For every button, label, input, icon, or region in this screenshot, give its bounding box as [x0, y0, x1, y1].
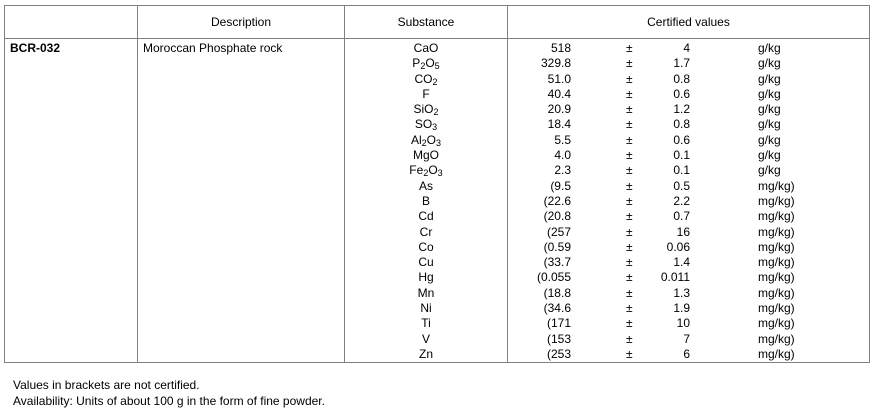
value-cell: (0.59 — [543, 239, 571, 254]
value-row-12 — [508, 225, 869, 240]
value-row-14 — [508, 255, 869, 270]
substance-17: Ni — [420, 301, 432, 316]
uncertainty-cell: 1.2 — [673, 102, 690, 117]
unit-cell: mg/kg) — [758, 331, 795, 346]
unit-cell: g/kg — [758, 71, 781, 86]
uncertainty-cell: 0.011 — [660, 270, 690, 285]
value-row-6 — [508, 133, 869, 148]
certified-values-table — [4, 5, 870, 363]
header-certified-values: Certified values — [508, 6, 870, 39]
uncertainty-cell: 0.1 — [673, 163, 690, 178]
value-cell: 51.0 — [547, 71, 571, 86]
uncertainty-cell: 0.8 — [673, 117, 690, 132]
substance-0: CaO — [413, 41, 439, 55]
substance-15: Hg — [418, 270, 434, 285]
value-cell: (9.5 — [550, 178, 571, 193]
value-cell: 329.8 — [540, 56, 571, 71]
value-row-20 — [508, 347, 869, 362]
note-availability: Availability: Units of about 100 g in the form of fine powder. — [13, 394, 325, 408]
substance-2: $CO_2$ — [414, 71, 438, 87]
unit-cell: g/kg — [758, 148, 781, 163]
header-description: Description — [138, 6, 345, 39]
pm-cell: ± — [626, 346, 633, 361]
header-substance: Substance — [345, 6, 508, 39]
pm-cell: ± — [626, 193, 633, 208]
certified-values-list — [508, 39, 870, 363]
value-row-15 — [508, 270, 869, 285]
value-row-8 — [508, 163, 869, 178]
table-row — [5, 39, 870, 363]
uncertainty-cell: 16 — [676, 224, 690, 239]
substance-14: Cu — [418, 255, 434, 270]
table-header-row — [5, 6, 870, 39]
unit-cell: g/kg — [758, 102, 781, 117]
substance-12: Cr — [419, 224, 433, 239]
value-cell: 5.5 — [554, 132, 571, 147]
pm-cell: ± — [626, 56, 633, 71]
value-cell: 20.9 — [547, 102, 571, 117]
value-cell: (22.6 — [543, 193, 571, 208]
substance-18: Ti — [421, 316, 431, 331]
unit-cell: g/kg — [758, 41, 781, 55]
uncertainty-cell: 0.1 — [673, 148, 690, 163]
value-row-18 — [508, 316, 869, 331]
value-row-1 — [508, 56, 869, 71]
value-row-11 — [508, 209, 869, 224]
substance-1: $P_2O_5$ — [412, 56, 440, 72]
value-cell: 18.4 — [547, 117, 571, 132]
pm-cell: ± — [626, 301, 633, 316]
substance-6: $Al_2O_3$ — [410, 132, 442, 148]
pm-cell: ± — [626, 239, 633, 254]
note-not-certified: Values in brackets are not certified. — [13, 378, 200, 392]
unit-cell: mg/kg) — [758, 193, 795, 208]
uncertainty-cell: 1.9 — [673, 301, 690, 316]
substance-5: $SO_3$ — [414, 117, 438, 133]
pm-cell: ± — [626, 102, 633, 117]
pm-cell: ± — [626, 71, 633, 86]
unit-cell: g/kg — [758, 117, 781, 132]
uncertainty-cell: 10 — [676, 316, 690, 331]
pm-cell: ± — [626, 132, 633, 147]
value-row-17 — [508, 301, 869, 316]
pm-cell: ± — [626, 209, 633, 224]
material-code: BCR-032 — [5, 39, 138, 363]
value-row-19 — [508, 332, 869, 347]
unit-cell: g/kg — [758, 132, 781, 147]
unit-cell: g/kg — [758, 163, 781, 178]
substance-3: F — [422, 86, 430, 101]
value-cell: (257 — [546, 224, 571, 239]
footnotes — [13, 377, 325, 409]
value-row-13 — [508, 240, 869, 255]
value-cell: 518 — [550, 41, 571, 55]
pm-cell: ± — [626, 224, 633, 239]
value-cell: (18.8 — [543, 285, 571, 300]
value-cell: (20.8 — [543, 209, 571, 224]
unit-cell: mg/kg) — [758, 255, 795, 270]
value-row-10 — [508, 194, 869, 209]
value-cell: 2.3 — [554, 163, 571, 178]
uncertainty-cell: 4 — [683, 41, 690, 55]
substance-20: Zn — [418, 346, 433, 361]
pm-cell: ± — [626, 86, 633, 101]
pm-cell: ± — [626, 117, 633, 132]
unit-cell: mg/kg) — [758, 209, 795, 224]
substance-10: B — [421, 193, 430, 208]
unit-cell: mg/kg) — [758, 316, 795, 331]
unit-cell: g/kg — [758, 86, 781, 101]
value-cell: (171 — [546, 316, 571, 331]
value-cell: 4.0 — [554, 148, 571, 163]
substance-7: MgO — [412, 148, 439, 163]
pm-cell: ± — [626, 255, 633, 270]
pm-cell: ± — [626, 163, 633, 178]
value-cell: (33.7 — [543, 255, 571, 270]
pm-cell: ± — [626, 178, 633, 193]
uncertainty-cell: 0.6 — [673, 86, 690, 101]
unit-cell: g/kg — [758, 56, 781, 71]
pm-cell: ± — [626, 331, 633, 346]
value-row-5 — [508, 117, 869, 132]
uncertainty-cell: 0.06 — [666, 239, 690, 254]
uncertainty-cell: 6 — [683, 346, 690, 361]
unit-cell: mg/kg) — [758, 239, 795, 254]
uncertainty-cell: 0.7 — [673, 209, 690, 224]
value-row-0 — [508, 41, 869, 56]
value-row-16 — [508, 286, 869, 301]
value-cell: (0.055 — [536, 270, 571, 285]
pm-cell: ± — [626, 41, 633, 55]
uncertainty-cell: 7 — [683, 331, 690, 346]
substance-16: Mn — [417, 285, 435, 300]
header-material — [5, 6, 138, 39]
value-cell: (153 — [546, 331, 571, 346]
uncertainty-cell: 0.5 — [673, 178, 690, 193]
unit-cell: mg/kg) — [758, 270, 795, 285]
pm-cell: ± — [626, 270, 633, 285]
substance-8: $Fe_2O_3$ — [409, 163, 443, 179]
uncertainty-cell: 1.4 — [673, 255, 690, 270]
substance-list — [345, 39, 508, 363]
unit-cell: mg/kg) — [758, 224, 795, 239]
uncertainty-cell: 1.7 — [673, 56, 690, 71]
uncertainty-cell: 2.2 — [673, 193, 690, 208]
unit-cell: mg/kg) — [758, 285, 795, 300]
value-row-7 — [508, 148, 869, 163]
value-cell: (253 — [546, 346, 571, 361]
substance-11: Cd — [418, 209, 434, 224]
uncertainty-cell: 1.3 — [673, 285, 690, 300]
uncertainty-cell: 0.6 — [673, 132, 690, 147]
value-cell: 40.4 — [547, 86, 571, 101]
pm-cell: ± — [626, 285, 633, 300]
substance-19: V — [421, 331, 430, 346]
unit-cell: mg/kg) — [758, 301, 795, 316]
value-row-2 — [508, 72, 869, 87]
unit-cell: mg/kg) — [758, 346, 795, 361]
substance-13: Co — [418, 239, 434, 254]
value-cell: (34.6 — [543, 301, 571, 316]
substance-4: SiO$_2$ — [413, 102, 439, 118]
unit-cell: mg/kg) — [758, 178, 795, 193]
value-row-3 — [508, 87, 869, 102]
uncertainty-cell: 0.8 — [673, 71, 690, 86]
pm-cell: ± — [626, 316, 633, 331]
substance-9: As — [418, 178, 433, 193]
material-description: Moroccan Phosphate rock — [138, 39, 345, 363]
value-row-9 — [508, 179, 869, 194]
value-row-4 — [508, 102, 869, 117]
pm-cell: ± — [626, 148, 633, 163]
